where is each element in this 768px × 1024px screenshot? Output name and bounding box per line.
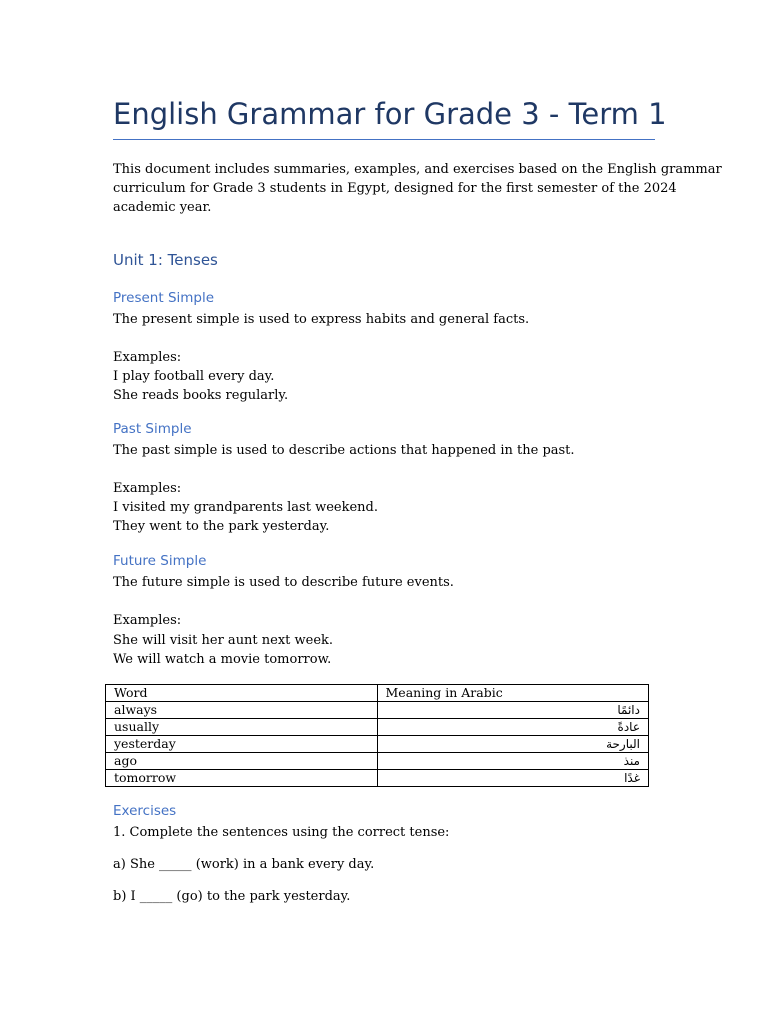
table-header-row bbox=[106, 685, 649, 702]
table-cell-word: always bbox=[106, 702, 378, 719]
exercises-heading: Exercises bbox=[113, 803, 177, 819]
table-row bbox=[106, 753, 649, 770]
exercise-instruction: 1. Complete the sentences using the correct tense: bbox=[113, 825, 450, 840]
future-simple-example: We will watch a movie tomorrow. bbox=[113, 652, 332, 667]
table-cell-arabic bbox=[377, 719, 649, 736]
past-simple-example: They went to the park yesterday. bbox=[113, 519, 330, 534]
present-simple-examples-label: Examples: bbox=[113, 350, 182, 365]
intro-line-2: curriculum for Grade 3 students in Egypt, designed for the first semester of the 2024 bbox=[113, 181, 677, 196]
arabic-meaning: عادةً bbox=[617, 720, 640, 734]
future-simple-description: The future simple is used to describe future events. bbox=[113, 575, 454, 590]
table-cell-arabic bbox=[377, 770, 649, 787]
table-cell-word: yesterday bbox=[106, 736, 378, 753]
title-underline bbox=[113, 139, 655, 140]
present-simple-example: I play football every day. bbox=[113, 369, 275, 384]
present-simple-example: She reads books regularly. bbox=[113, 388, 289, 403]
past-simple-examples-label: Examples: bbox=[113, 481, 182, 496]
table-row bbox=[106, 719, 649, 736]
exercise-item: a) She _____ (work) in a bank every day. bbox=[113, 857, 375, 872]
exercise-item: b) I _____ (go) to the park yesterday. bbox=[113, 889, 351, 904]
present-simple-heading: Present Simple bbox=[113, 290, 215, 306]
table-cell-word: ago bbox=[106, 753, 378, 770]
table-cell-arabic bbox=[377, 702, 649, 719]
past-simple-heading: Past Simple bbox=[113, 421, 192, 437]
arabic-meaning: غدًا bbox=[624, 771, 640, 785]
past-simple-example: I visited my grandparents last weekend. bbox=[113, 500, 378, 515]
table-cell-word: tomorrow bbox=[106, 770, 378, 787]
table-cell-word: usually bbox=[106, 719, 378, 736]
arabic-meaning: منذ bbox=[623, 754, 640, 768]
table-row bbox=[106, 770, 649, 787]
table-header-word: Word bbox=[106, 685, 378, 702]
future-simple-heading: Future Simple bbox=[113, 553, 207, 569]
future-simple-examples-label: Examples: bbox=[113, 613, 182, 628]
arabic-meaning: البارحة bbox=[606, 737, 640, 751]
table-row bbox=[106, 702, 649, 719]
table-cell-arabic bbox=[377, 753, 649, 770]
intro-line-3: academic year. bbox=[113, 200, 212, 215]
table-row bbox=[106, 736, 649, 753]
past-simple-description: The past simple is used to describe actions that happened in the past. bbox=[113, 443, 575, 458]
intro-line-1: This document includes summaries, examples, and exercises based on the English grammar bbox=[113, 162, 722, 177]
document-title: English Grammar for Grade 3 - Term 1 bbox=[113, 97, 667, 131]
future-simple-example: She will visit her aunt next week. bbox=[113, 633, 334, 648]
table-cell-arabic bbox=[377, 736, 649, 753]
present-simple-description: The present simple is used to express habits and general facts. bbox=[113, 312, 530, 327]
vocabulary-table bbox=[105, 684, 649, 787]
table-header-meaning: Meaning in Arabic bbox=[377, 685, 649, 702]
arabic-meaning: دائمًا bbox=[617, 703, 640, 717]
unit-heading: Unit 1: Tenses bbox=[113, 251, 218, 269]
